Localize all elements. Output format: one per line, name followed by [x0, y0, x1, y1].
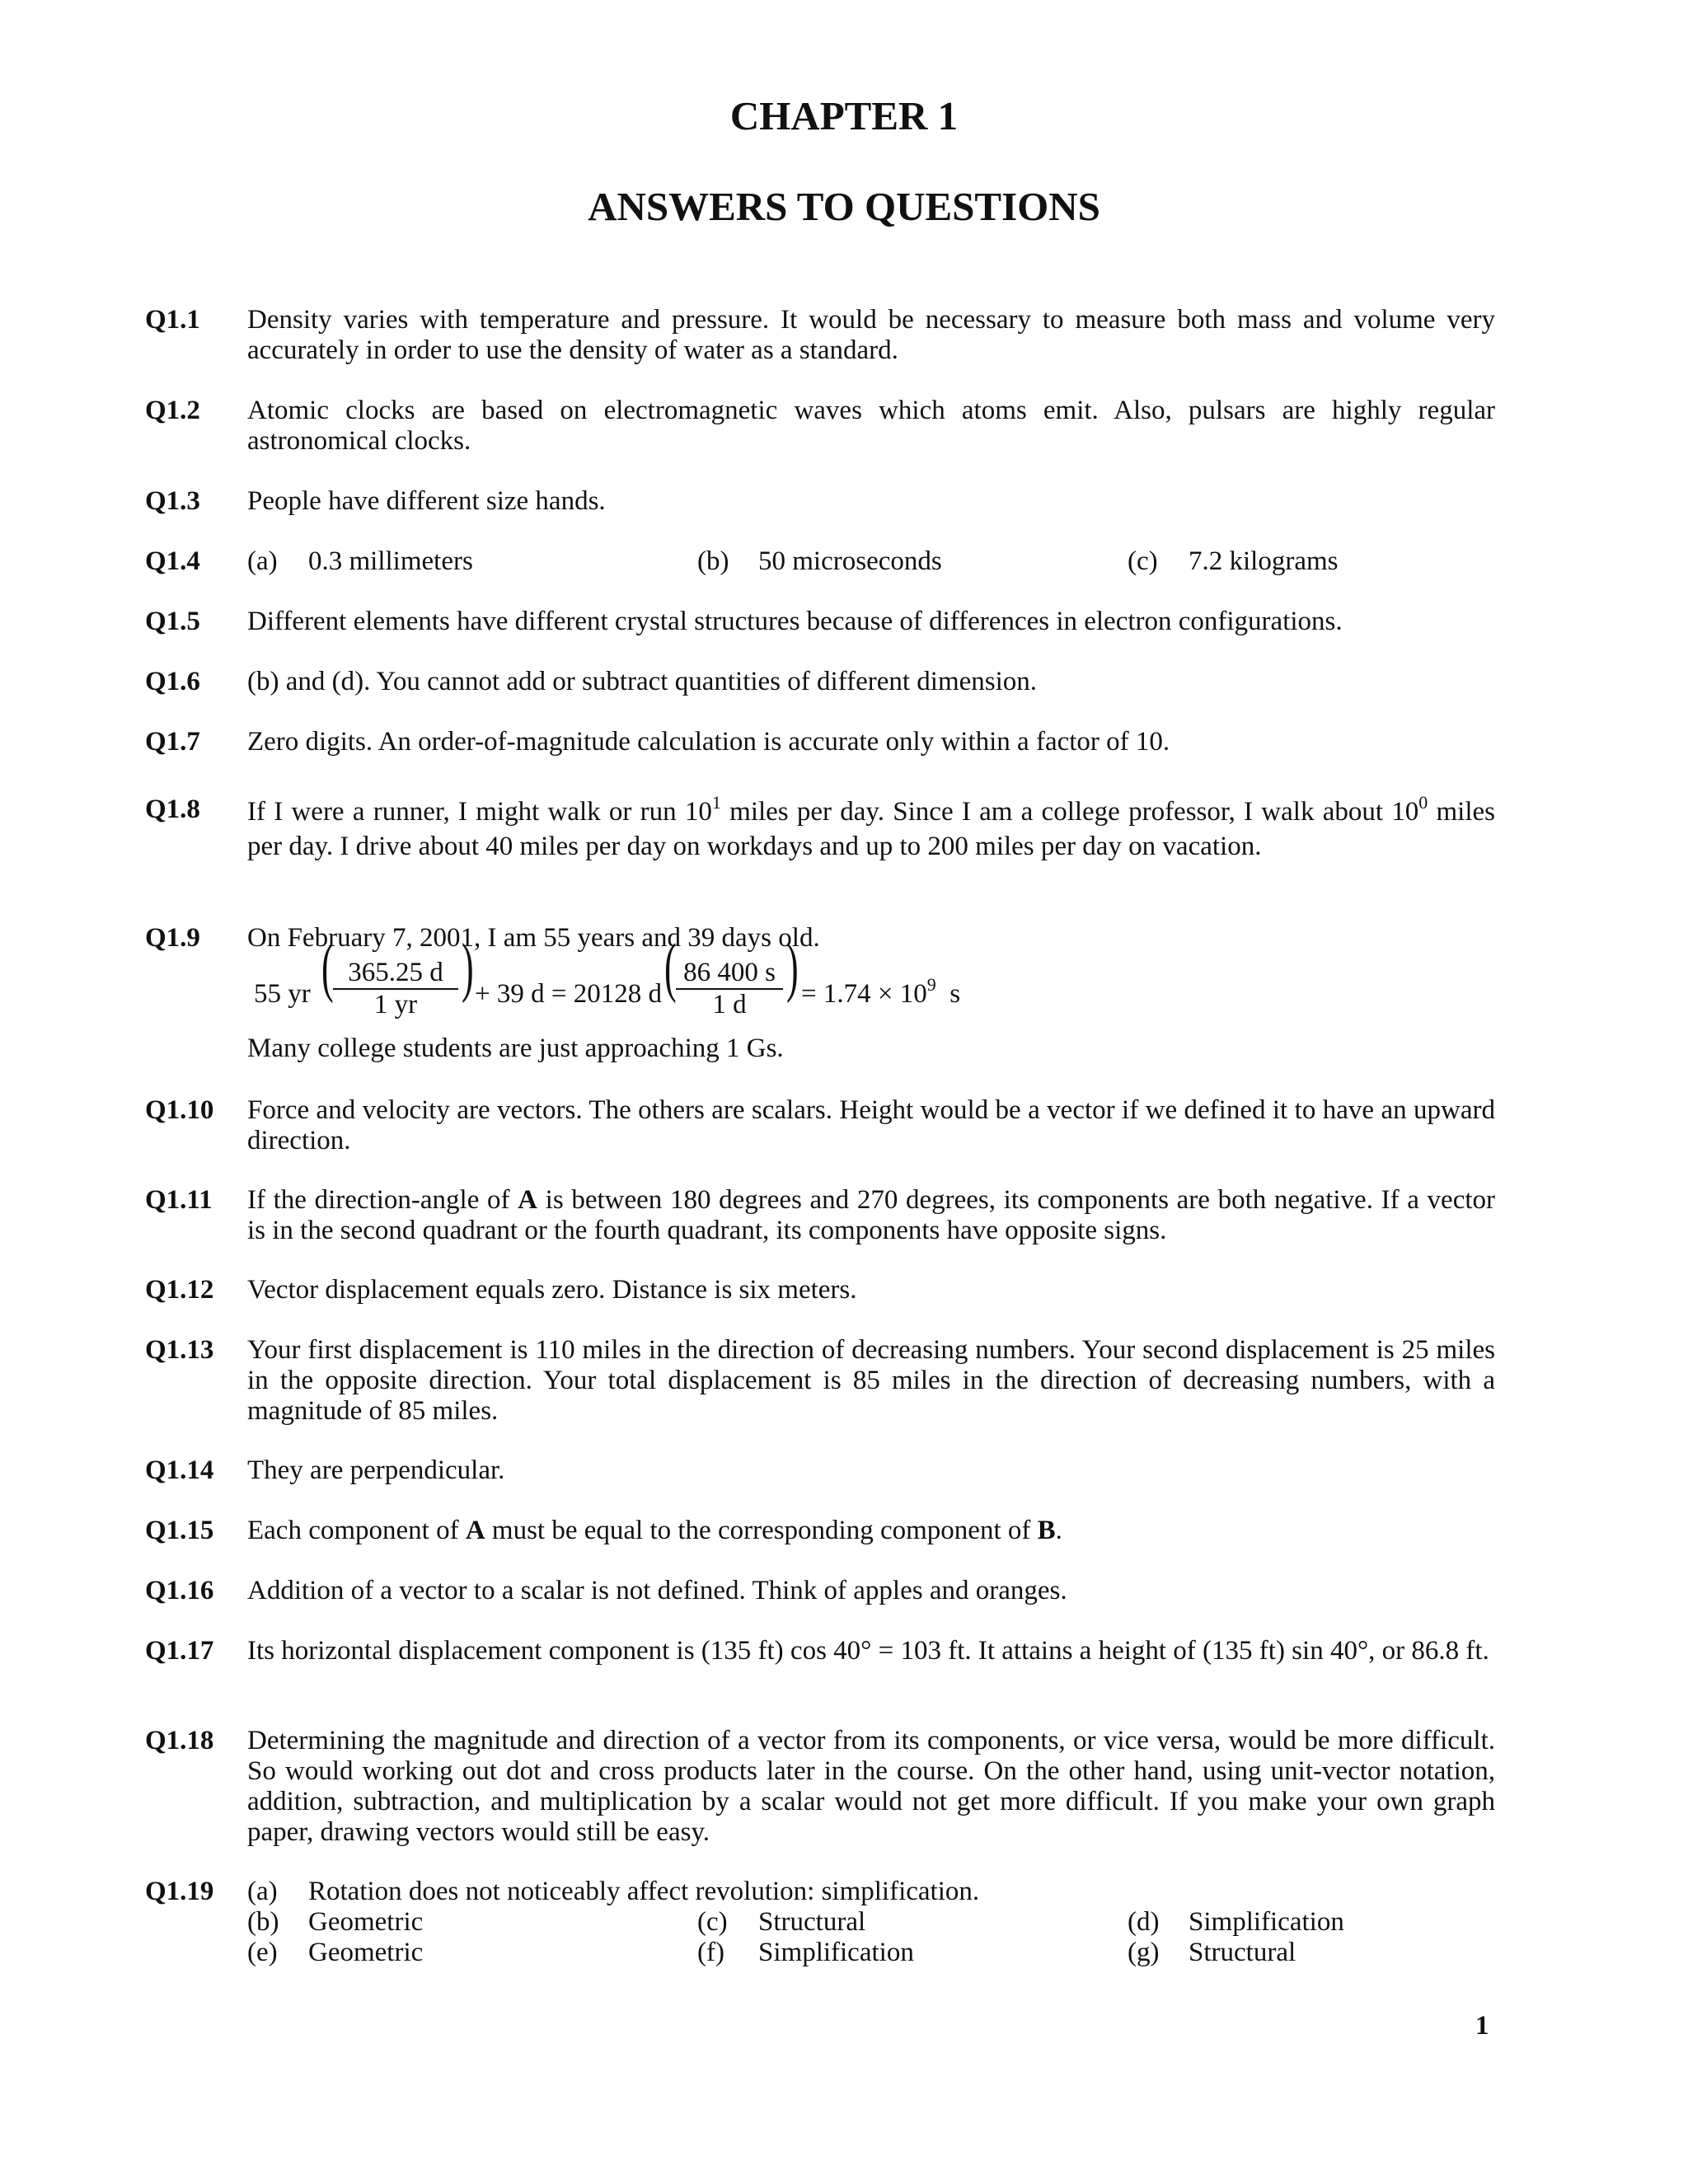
answer-text: Its horizontal displacement component is (135 ft) cos 40° = 103 ft. It attains a height of (135 ft) sin 40°, or 86.8 ft. — [247, 1636, 1489, 1666]
question-number: Q1.18 — [145, 1726, 214, 1755]
question-number: Q1.5 — [145, 607, 200, 636]
option-a: (a) 0.3 millimeters — [247, 546, 473, 576]
question-number: Q1.6 — [145, 667, 200, 696]
option-d: (d) Simplification — [1128, 1907, 1344, 1937]
exponent: 1 — [711, 792, 721, 813]
question-number: Q1.16 — [145, 1576, 214, 1605]
answer-text: Density varies with temperature and pressure. It would be necessary to measure both mass and volume very accurately in order to use the density of water as a standard. — [247, 305, 1495, 365]
option-c: (c) Structural — [697, 1907, 866, 1937]
right-paren: ) — [785, 931, 799, 1004]
question-number: Q1.4 — [145, 546, 200, 576]
option-c: (c) 7.2 kilograms — [1128, 546, 1339, 576]
section-title: ANSWERS TO QUESTIONS — [588, 184, 1100, 229]
option-a: (a) Rotation does not noticeably affect revolution: simplification. — [247, 1877, 980, 1906]
answer-text: Atomic clocks are based on electromagnetic waves which atoms emit. Also, pulsars are highly regular astronomical clocks. — [247, 396, 1495, 456]
left-paren: ( — [663, 931, 677, 1004]
chapter-title: CHAPTER 1 — [729, 93, 959, 138]
question-number: Q1.14 — [145, 1455, 214, 1485]
fraction-1: $\frac{365.25 d}{1 yr}$ — [333, 958, 458, 1020]
option-b: (b) 50 microseconds — [697, 546, 942, 576]
right-paren: ) — [461, 931, 474, 1004]
question-number: Q1.19 — [145, 1877, 214, 1906]
left-paren: ( — [321, 931, 334, 1004]
question-number: Q1.15 — [145, 1516, 214, 1545]
answer-text: They are perpendicular. — [247, 1455, 505, 1485]
question-number: Q1.13 — [145, 1335, 214, 1365]
question-number: Q1.10 — [145, 1095, 214, 1125]
question-number: Q1.8 — [145, 794, 200, 824]
option-g: (g) Structural — [1128, 1938, 1296, 1967]
answer-text: Your first displacement is 110 miles in the direction of decreasing numbers. Your second displacement is 25 miles in the opposite direction. Your total displacement is 85 miles in the direction of decreasing numbers, with a magnitude of 85 miles. — [247, 1335, 1495, 1426]
vector-symbol: B — [1037, 1516, 1056, 1545]
vector-symbol: A — [465, 1516, 485, 1545]
answer-text: Each component of A must be equal to the corresponding component of B. — [247, 1516, 1062, 1545]
option-b: (b) Geometric — [247, 1907, 424, 1937]
answer-line: Many college students are just approaching 1 Gs. — [247, 1033, 784, 1063]
option-e: (e) Geometric — [247, 1938, 424, 1967]
question-number: Q1.1 — [145, 305, 200, 335]
question-number: Q1.9 — [145, 923, 200, 953]
answer-text: (b) and (d). You cannot add or subtract quantities of different dimension. — [247, 667, 1038, 696]
answer-text: Vector displacement equals zero. Distance is six meters. — [247, 1275, 857, 1305]
fraction-2: $\frac{86 400 s}{1 d}$ — [676, 958, 783, 1020]
question-number: Q1.12 — [145, 1275, 214, 1305]
answer-line: On February 7, 2001, I am 55 years and 39 days old. — [247, 923, 820, 953]
answer-text: Addition of a vector to a scalar is not defined. Think of apples and oranges. — [247, 1576, 1067, 1605]
question-number: Q1.7 — [145, 727, 200, 757]
answer-text: People have different size hands. — [247, 486, 606, 516]
option-f: (f) Simplification — [697, 1938, 914, 1967]
answer-text: If the direction-angle of A is between 180 degrees and 270 degrees, its components are both negative. If a vector is in the second quadrant or the fourth quadrant, its components have opposite signs. — [247, 1185, 1495, 1245]
page-number: 1 — [1475, 2011, 1489, 2041]
answer-text: Force and velocity are vectors. The others are scalars. Height would be a vector if we defined it to have an upward direction. — [247, 1095, 1495, 1155]
question-number: Q1.3 — [145, 486, 200, 516]
vector-symbol: A — [518, 1185, 538, 1215]
exponent: 0 — [1418, 792, 1428, 813]
eq-term: 55 yr — [254, 979, 311, 1009]
answer-text: Determining the magnitude and direction of a vector from its components, or vice versa, would be more difficult. So would working out dot and cross products later in the course. On the other hand, using unit-vector notation, addition, subtraction, and multiplication by a scalar would not get more difficult. If you make your own graph paper, drawing vectors would still be easy. — [247, 1726, 1495, 1847]
question-number: Q1.11 — [145, 1185, 213, 1215]
eq-term: + 39 d = 20128 d — [475, 979, 662, 1009]
question-number: Q1.17 — [145, 1636, 214, 1666]
question-number: Q1.2 — [145, 396, 200, 425]
answer-text: If I were a runner, I might walk or run $10^1$ miles per day. Since I am a college professor, I walk about $10^0$ miles per day. I drive about 40 miles per day on workdays and up to 200 miles per day on vacation. — [247, 792, 1496, 861]
eq-result: = $1.74 \times 10^9$ s — [801, 974, 961, 1009]
answer-text: Different elements have different crystal structures because of differences in electron configurations. — [247, 607, 1343, 636]
answer-text: Zero digits. An order-of-magnitude calculation is accurate only within a factor of 10. — [247, 727, 1170, 757]
